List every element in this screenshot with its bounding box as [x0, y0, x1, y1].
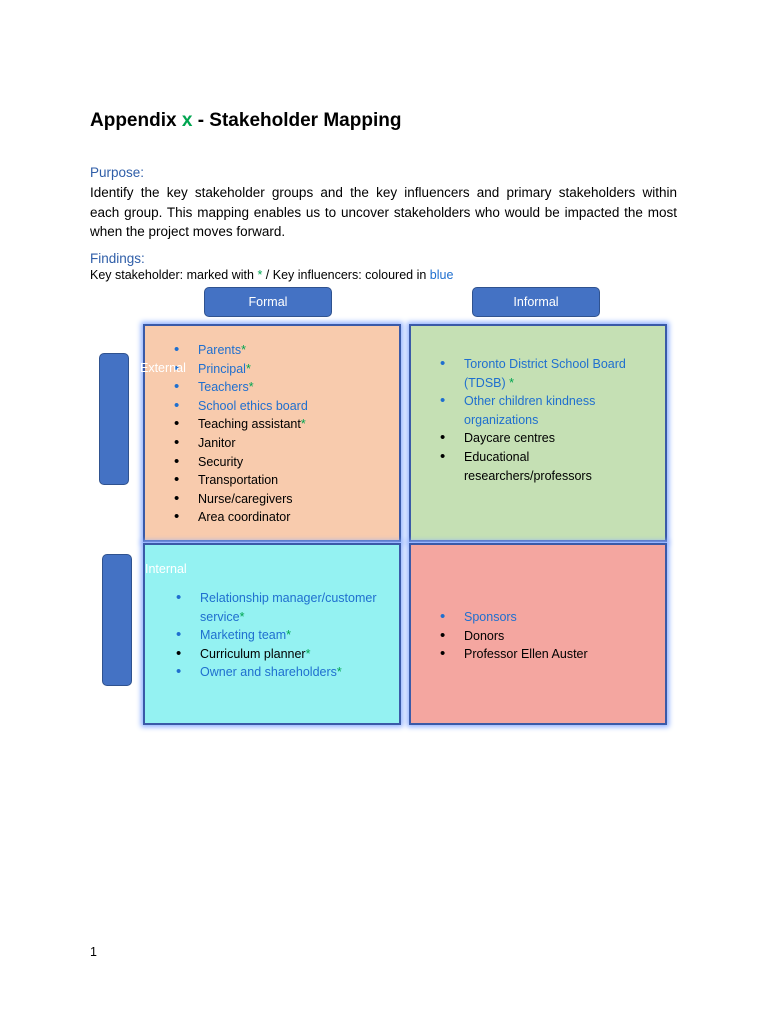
stakeholder-name: Transportation: [198, 473, 279, 488]
appendix-letter: x: [181, 110, 193, 131]
key-star: *: [509, 375, 515, 390]
stakeholder-name: Owner and shareholders: [200, 665, 337, 680]
stakeholder-name: Donors: [464, 628, 505, 643]
internal-formal-list: [147, 589, 376, 682]
stakeholder-item: [145, 453, 308, 472]
stakeholder-item: [145, 434, 308, 453]
stakeholder-name: Parents: [198, 343, 242, 357]
key-star: *: [248, 380, 254, 395]
stakeholder-item: [145, 397, 308, 416]
stakeholder-item: [411, 608, 588, 627]
column-header-formal: Formal: [204, 287, 332, 317]
stakeholder-name: Daycare centres: [464, 431, 556, 446]
stakeholder-name: Professor Ellen Auster: [464, 647, 588, 662]
findings-heading: Findings:: [90, 251, 145, 266]
purpose-paragraph: [90, 183, 677, 242]
stakeholder-item: [147, 626, 376, 645]
internal-informal-list: [411, 608, 588, 664]
quadrant-external-informal: [409, 324, 667, 542]
purpose-heading: Purpose:: [90, 165, 145, 180]
stakeholder-item: [145, 378, 308, 397]
key-star: *: [336, 665, 342, 680]
stakeholder-item: [147, 589, 376, 626]
stakeholder-name: Relationship manager/customer: [200, 591, 377, 605]
stakeholder-name: (TDSB): [464, 375, 510, 390]
stakeholder-item: [411, 645, 588, 664]
stakeholder-item: [411, 355, 626, 392]
quadrant-external-formal: [143, 324, 401, 542]
row-bar-external: [99, 353, 129, 485]
stakeholder-name: Teaching assistant: [198, 417, 301, 432]
stakeholder-name: Curriculum planner: [200, 646, 306, 661]
key-star: *: [241, 343, 246, 357]
page-title: Appendix x - Stakeholder Mapping: [90, 110, 402, 131]
stakeholder-item: [411, 448, 626, 485]
page-number: 1: [90, 945, 97, 959]
stakeholder-name: Sponsors: [464, 610, 517, 624]
stakeholder-name: Marketing team: [200, 628, 287, 643]
key-star: *: [286, 628, 292, 643]
stakeholder-item: [411, 627, 588, 646]
stakeholder-name: Security: [198, 454, 244, 469]
quadrant-internal-informal: [409, 543, 667, 725]
row-label-internal: Internal: [145, 562, 187, 576]
purpose-line: Identify the key stakeholder groups and the key influencers and primary stakeholders within: [90, 185, 677, 200]
external-informal-list: [411, 355, 626, 485]
stakeholder-name: School ethics board: [198, 398, 308, 413]
key-star: *: [239, 609, 245, 624]
key-star: *: [257, 268, 263, 282]
stakeholder-name: researchers/professors: [464, 468, 592, 483]
stakeholder-item: [411, 429, 626, 448]
stakeholder-name: Other children kindness: [464, 394, 596, 409]
influencer-blue-word: blue: [429, 268, 454, 282]
stakeholder-name: service: [200, 609, 240, 624]
stakeholder-name: Teachers: [198, 380, 249, 395]
stakeholder-item: [147, 663, 376, 682]
key-star: *: [300, 417, 306, 432]
row-bar-internal: [102, 554, 132, 686]
key-star: *: [305, 646, 311, 661]
stakeholder-item: [145, 341, 308, 360]
stakeholder-name: organizations: [464, 412, 539, 427]
stakeholder-item: [145, 490, 308, 509]
stakeholder-item: [145, 508, 308, 527]
stakeholder-name: Nurse/caregivers: [198, 491, 293, 506]
column-header-informal: Informal: [472, 287, 600, 317]
purpose-line: each group. This mapping enables us to uncover stakeholders who would be impacted the most: [90, 204, 677, 220]
stakeholder-item: [411, 392, 626, 429]
row-label-external: External: [140, 361, 186, 375]
stakeholder-item: [145, 415, 308, 434]
purpose-line: when the project moves forward.: [90, 224, 286, 239]
stakeholder-name: Area coordinator: [198, 510, 291, 525]
key-star: *: [245, 361, 251, 376]
findings-legend: Key stakeholder: marked with * / Key influencers: coloured in blue: [90, 268, 454, 282]
stakeholder-item: [145, 471, 308, 490]
stakeholder-name: Principal: [198, 361, 246, 376]
stakeholder-item: [147, 645, 376, 664]
stakeholder-name: Educational: [464, 449, 530, 464]
stakeholder-name: Toronto District School Board: [464, 357, 626, 371]
stakeholder-name: Janitor: [198, 435, 236, 450]
